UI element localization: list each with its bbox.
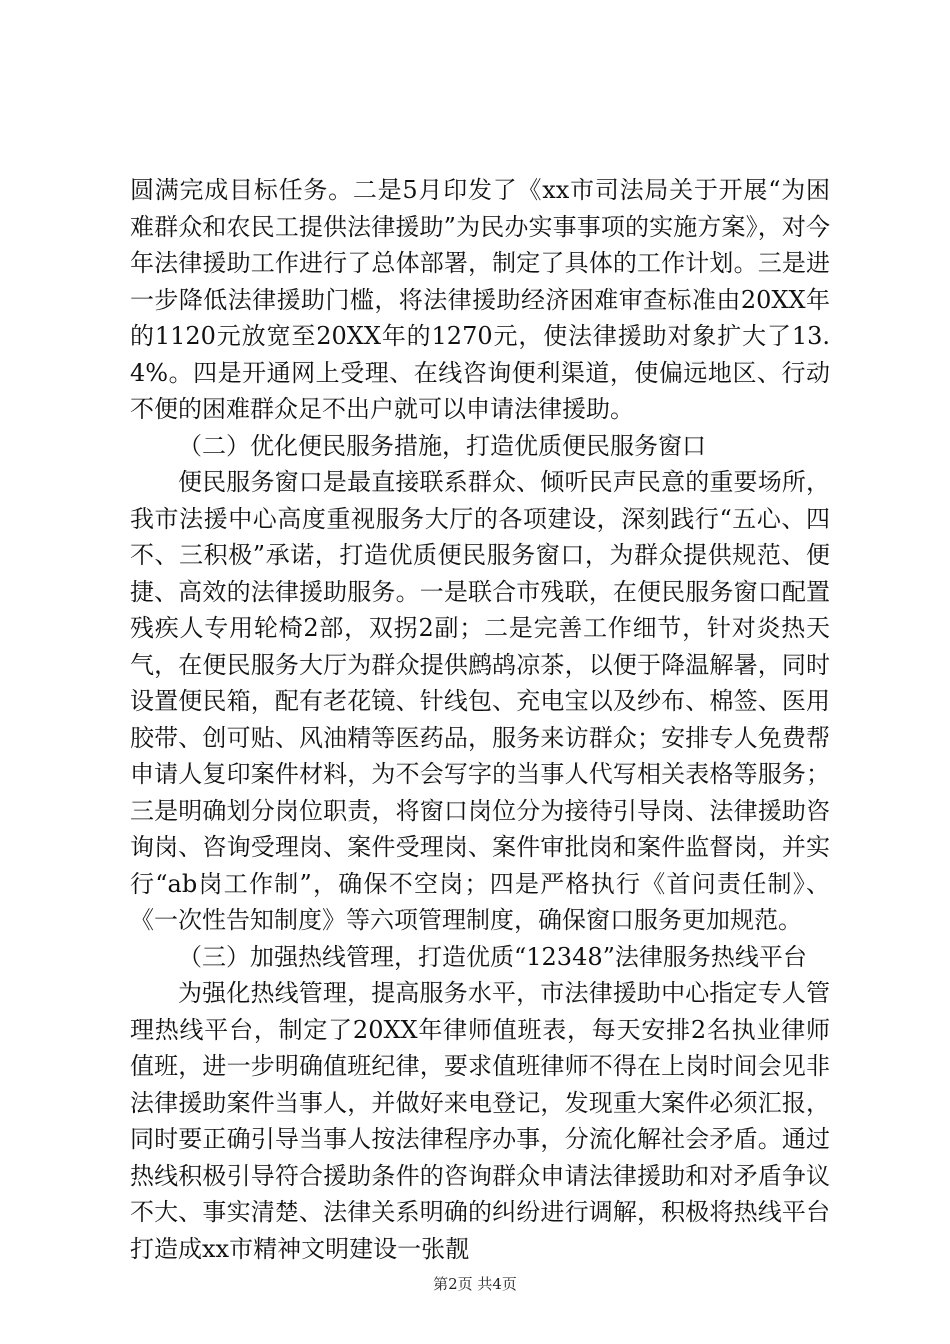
section-heading-two: （二）优化便民服务措施，打造优质便民服务窗口 — [178, 431, 706, 460]
section-heading-three: （三）加强热线管理，打造优质“12348”法律服务热线平台 — [178, 942, 807, 971]
document-body — [130, 172, 830, 1267]
paragraph-hotline: 为强化热线管理，提高服务水平，市法律援助中心指定专人管理热线平台，制定了20XX年律师值班表，每天安排2名执业律师值班，进一步明确值班纪律，要求值班律师不得在上岗时间会见非法律援助案件当事人，并做好来电登记，发现重大案件必须汇报，同时要正确引导当事人按法律程序办事，分流化解社会矛盾。通过热线积极引导符合援助条件的咨询群众申请法律援助和对矛盾争议不大、事实清楚、法律关系明确的纠纷进行调解，积极将热线平台打造成xx市精神文明建设一张靓 — [130, 979, 830, 1263]
paragraph-service-window: 便民服务窗口是最直接联系群众、倾听民声民意的重要场所，我市法援中心高度重视服务大厅的各项建设，深刻践行“五心、四不、三积极”承诺，打造优质便民服务窗口，为群众提供规范、便捷、高效的法律援助服务。一是联合市残联，在便民服务窗口配置残疾人专用轮椅2部，双拐2副；二是完善工作细节，针对炎热天气，在便民服务大厅为群众提供鹧鸪凉茶，以便于降温解暑，同时设置便民箱，配有老花镜、针线包、充电宝以及纱布、棉签、医用胶带、创可贴、风油精等医药品，服务来访群众；安排专人免费帮申请人复印案件材料，为不会写字的当事人代写相关表格等服务；三是明确划分岗位职责，将窗口岗位分为接待引导岗、法律援助咨询岗、咨询受理岗、案件受理岗、案件审批岗和案件监督岗，并实行“ab岗工作制”，确保不空岗；四是严格执行《首问责任制》、《一次性告知制度》等六项管理制度，确保窗口服务更加规范。 — [130, 468, 830, 934]
paragraph-continuation: 圆满完成目标任务。二是5月印发了《xx市司法局关于开展“为困难群众和农民工提供法律援助”为民办实事事项的实施方案》，对今年法律援助工作进行了总体部署，制定了具体的工作计划。三是进一步降低法律援助门槛，将法律援助经济困难审查标准由20XX年的1120元放宽至20XX年的1270元，使法律援助对象扩大了13.4%。四是开通网上受理、在线咨询便利渠道，使偏远地区、行动不便的困难群众足不出户就可以申请法律援助。 — [130, 176, 830, 423]
page-footer: 第2页 共4页 — [433, 1275, 517, 1293]
